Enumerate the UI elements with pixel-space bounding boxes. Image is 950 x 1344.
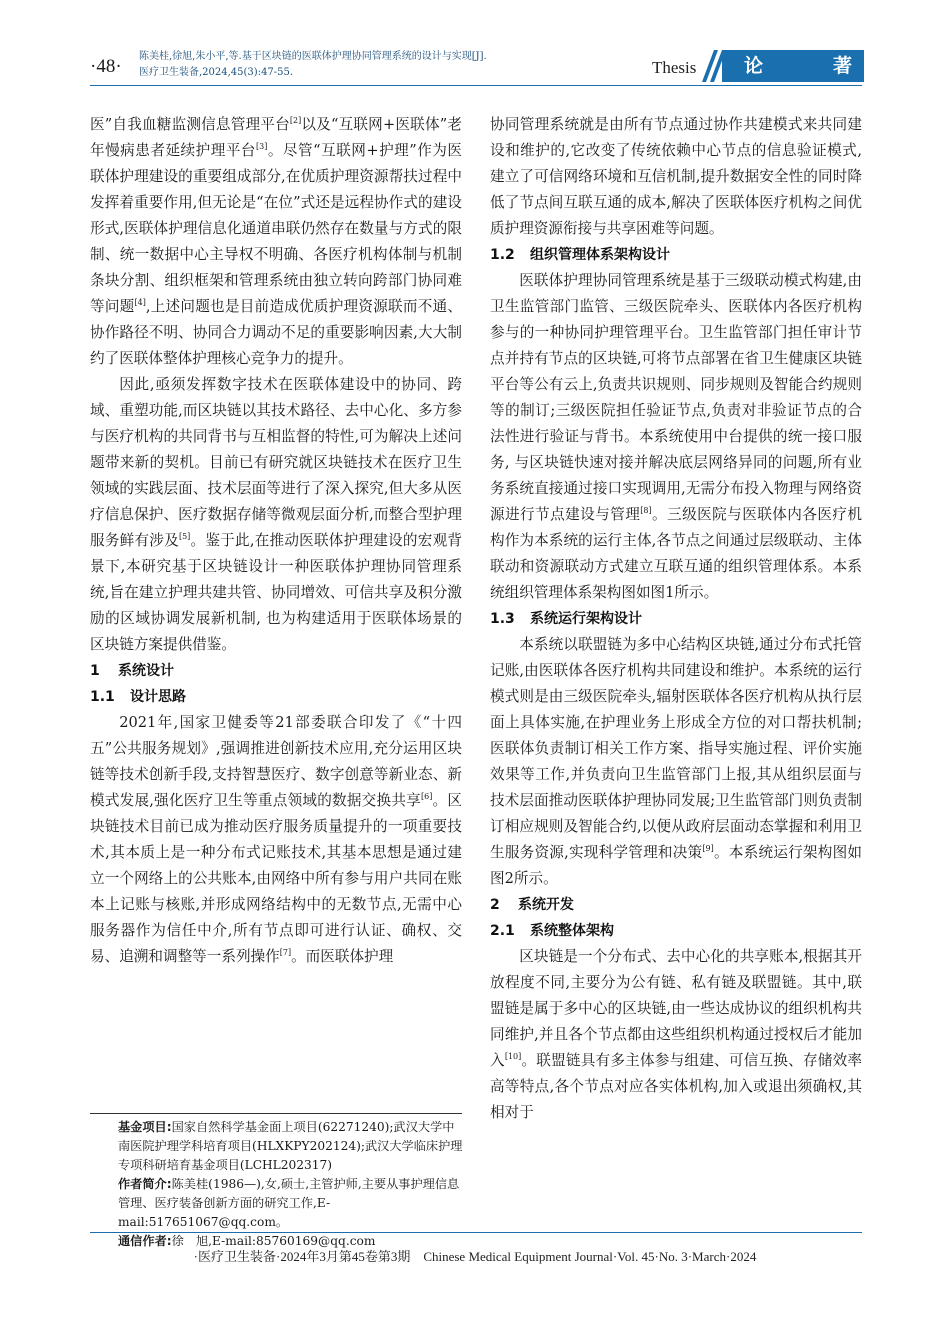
corresponding-author-note: 通信作者:徐 旭,E-mail:85760169@qq.com: [118, 1234, 376, 1248]
subsection-heading: 1.3 系统运行架构设计: [490, 611, 642, 627]
left-column: [90, 112, 462, 970]
reference-mark[interactable]: [10]: [504, 1052, 522, 1062]
citation-line-1: 陈美桂,徐旭,朱小平,等.基于区块链的医联体护理协同管理系统的设计与实现[J].: [139, 51, 487, 62]
footnote-rule: [90, 1113, 462, 1114]
citation: [139, 49, 487, 81]
reference-mark[interactable]: [9]: [702, 844, 714, 854]
author-note: 作者简介:陈美桂(1986—),女,硕士,主管护师,主要从事护理信息管理、医疗装备创新方面的研究工作,E-mail:517651067@qq.com。: [118, 1177, 460, 1229]
right-column: [490, 112, 862, 1126]
paragraph: 2021年,国家卫健委等21部委联合印发了《“十四五”公共服务规划》,强调推进创新技术应用,充分运用区块链等技术创新手段,支持智慧医疗、数字创意等新业态、新模式发展,强化医疗卫生等重点领域的数据交换共享[6]。区块链技术目前已成为推动医疗服务质量提升的一项重要技术,其本质上是一种分布式记账技术,其基本思想是通过建立一个网络上的公共账本,由网络中所有参与用户共同在账本上记账与核账,并形成网络结构中的无数节点,无需中心服务器作为信任中介,所有节点即可进行认证、确权、交易、追溯和调整等一系列操作[7]。而医联体护理: [90, 714, 462, 965]
reference-mark[interactable]: [5]: [178, 532, 191, 542]
subsection-heading: 2.1 系统整体架构: [490, 923, 614, 939]
reference-mark[interactable]: [4]: [134, 298, 146, 308]
subsection-heading: 1.2 组织管理体系架构设计: [490, 247, 670, 263]
subsection-heading: 1.1 设计思路: [90, 689, 186, 705]
section-label-zh-1: 论: [744, 55, 764, 77]
reference-mark[interactable]: [6]: [420, 792, 433, 802]
footer-rule: [90, 1232, 862, 1233]
paragraph: 因此,亟须发挥数字技术在医联体建设中的协同、跨域、重塑功能,而区块链以其技术路径、去中心化、多方参与医疗机构的共同背书与互相监督的特性,可为解决上述问题带来新的契机。目前已有研究就区块链技术在医疗卫生领域的实践层面、技术层面等进行了深入探究,但大多从医疗信息保护、医疗数据存储等微观层面分析,而整合型护理服务鲜有涉及[5]。鉴于此,在推动医联体护理建设的宏观背景下,本研究基于区块链设计一种医联体护理协同管理系统,旨在建立护理共建共管、协同增效、可信共享及积分激励的区域协调发展新机制, 也为构建适用于医联体场景的区块链方案提供借鉴。: [90, 376, 462, 653]
page-number: ·48·: [90, 56, 122, 77]
paragraph: 本系统以联盟链为多中心结构区块链,通过分布式托管记账,由医联体各医疗机构共同建设和维护。本系统的运行模式则是由三级医院牵头,辐射医联体各医疗机构从执行层面上具体实施,在护理业务上形成全方位的对口帮扶机制;医联体负责制订相关工作方案、指导实施过程、评价实施效果等工作,并负责向卫生监管部门上报,其从组织层面与技术层面推动医联体护理协同发展;卫生监管部门则负责制订相应规则及智能合约,以便从政府层面动态掌握和利用卫生服务资源,实现科学管理和决策[9]。本系统运行架构图如图2所示。: [490, 636, 862, 887]
section-heading: 1 系统设计: [90, 663, 174, 679]
paragraph: 协同管理系统就是由所有节点通过协作共建模式来共同建设和维护的,它改变了传统依赖中心节点的信息验证模式,建立了可信网络环境和互信机制,提升数据安全性的同时降低了节点间互联互通的成本,解决了医联体医疗机构之间优质护理资源衔接与共享困难等问题。: [490, 116, 862, 237]
section-label-en: Thesis: [652, 58, 697, 77]
paragraph: 医”自我血糖监测信息管理平台[2]以及“互联网+医联体”老年慢病患者延续护理平台[3]。尽管“互联网+护理”作为医联体护理建设的重要组成部分,在优质护理资源帮扶过程中发挥着重要作用,但无论是“在位”式还是远程协作式的建设形式,医联体护理信息化通道串联仍然存在数量与方式的限制、统一数据中心主导权不明确、各医疗机构体制与机制条块分割、组织框架和管理系统由独立转向跨部门协同难等问题[4],上述问题也是目前造成优质护理资源联而不通、协作路径不明、协同合力调动不足的重要影响因素,大大制约了医联体整体护理核心竞争力的提升。: [90, 116, 462, 367]
paragraph: 区块链是一个分布式、去中心化的共享账本,根据其开放程度不同,主要分为公有链、私有链及联盟链。其中,联盟链是属于多中心的区块链,由一些达成协议的组织机构共同维护,并且各个节点都由这些组织机构通过授权后才能加入[10]。联盟链具有多主体参与组建、可信互换、存储效率高等特点,各个节点对应各实体机构,加入或退出须确权,其相对于: [490, 948, 862, 1121]
citation-line-2: 医疗卫生装备,2024,45(3):47-55.: [139, 67, 294, 78]
page-footer: ·医疗卫生装备·2024年3月第45卷第3期 Chinese Medical Equipment Journal·Vol. 45·No. 3·March·2024: [193, 1249, 757, 1264]
page-header: [0, 44, 950, 90]
section-heading: 2 系统开发: [490, 897, 574, 913]
fund-note: 基金项目:国家自然科学基金面上项目(62271240);武汉大学中南医院护理学科培育项目(HLXKPY202124);武汉大学临床护理专项科研培育基金项目(LCHL202317): [118, 1120, 463, 1172]
header-rule: [90, 85, 862, 86]
reference-mark[interactable]: [7]: [279, 948, 292, 958]
reference-mark[interactable]: [3]: [256, 142, 268, 152]
paragraph: 医联体护理协同管理系统是基于三级联动模式构建,由卫生监管部门监管、三级医院牵头、医联体内各医疗机构参与的一种协同护理管理平台。卫生监管部门担任审计节点并持有节点的区块链,可将节点部署在省卫生健康区块链平台等公有云上,负责共识规则、同步规则及智能合约规则等的制订;三级医院担任验证节点,负责对非验证节点的合法性进行验证与背书。本系统使用中台提供的统一接口服务, 与区块链快速对接并解决底层网络异同的问题,所有业务系统直接通过接口实现调用,无需分布投入物理与网络资源进行节点建设与管理[8]。三级医院与医联体内各医疗机构作为本系统的运行主体,各节点之间通过层级联动、主体联动和资源联动方式建立互联互通的组织管理体系。本系统组织管理体系架构图如图1所示。: [490, 272, 862, 601]
reference-mark[interactable]: [8]: [640, 506, 652, 516]
section-banner: [722, 50, 864, 82]
reference-mark[interactable]: [2]: [289, 116, 302, 126]
section-label-zh-2: 著: [832, 55, 852, 77]
